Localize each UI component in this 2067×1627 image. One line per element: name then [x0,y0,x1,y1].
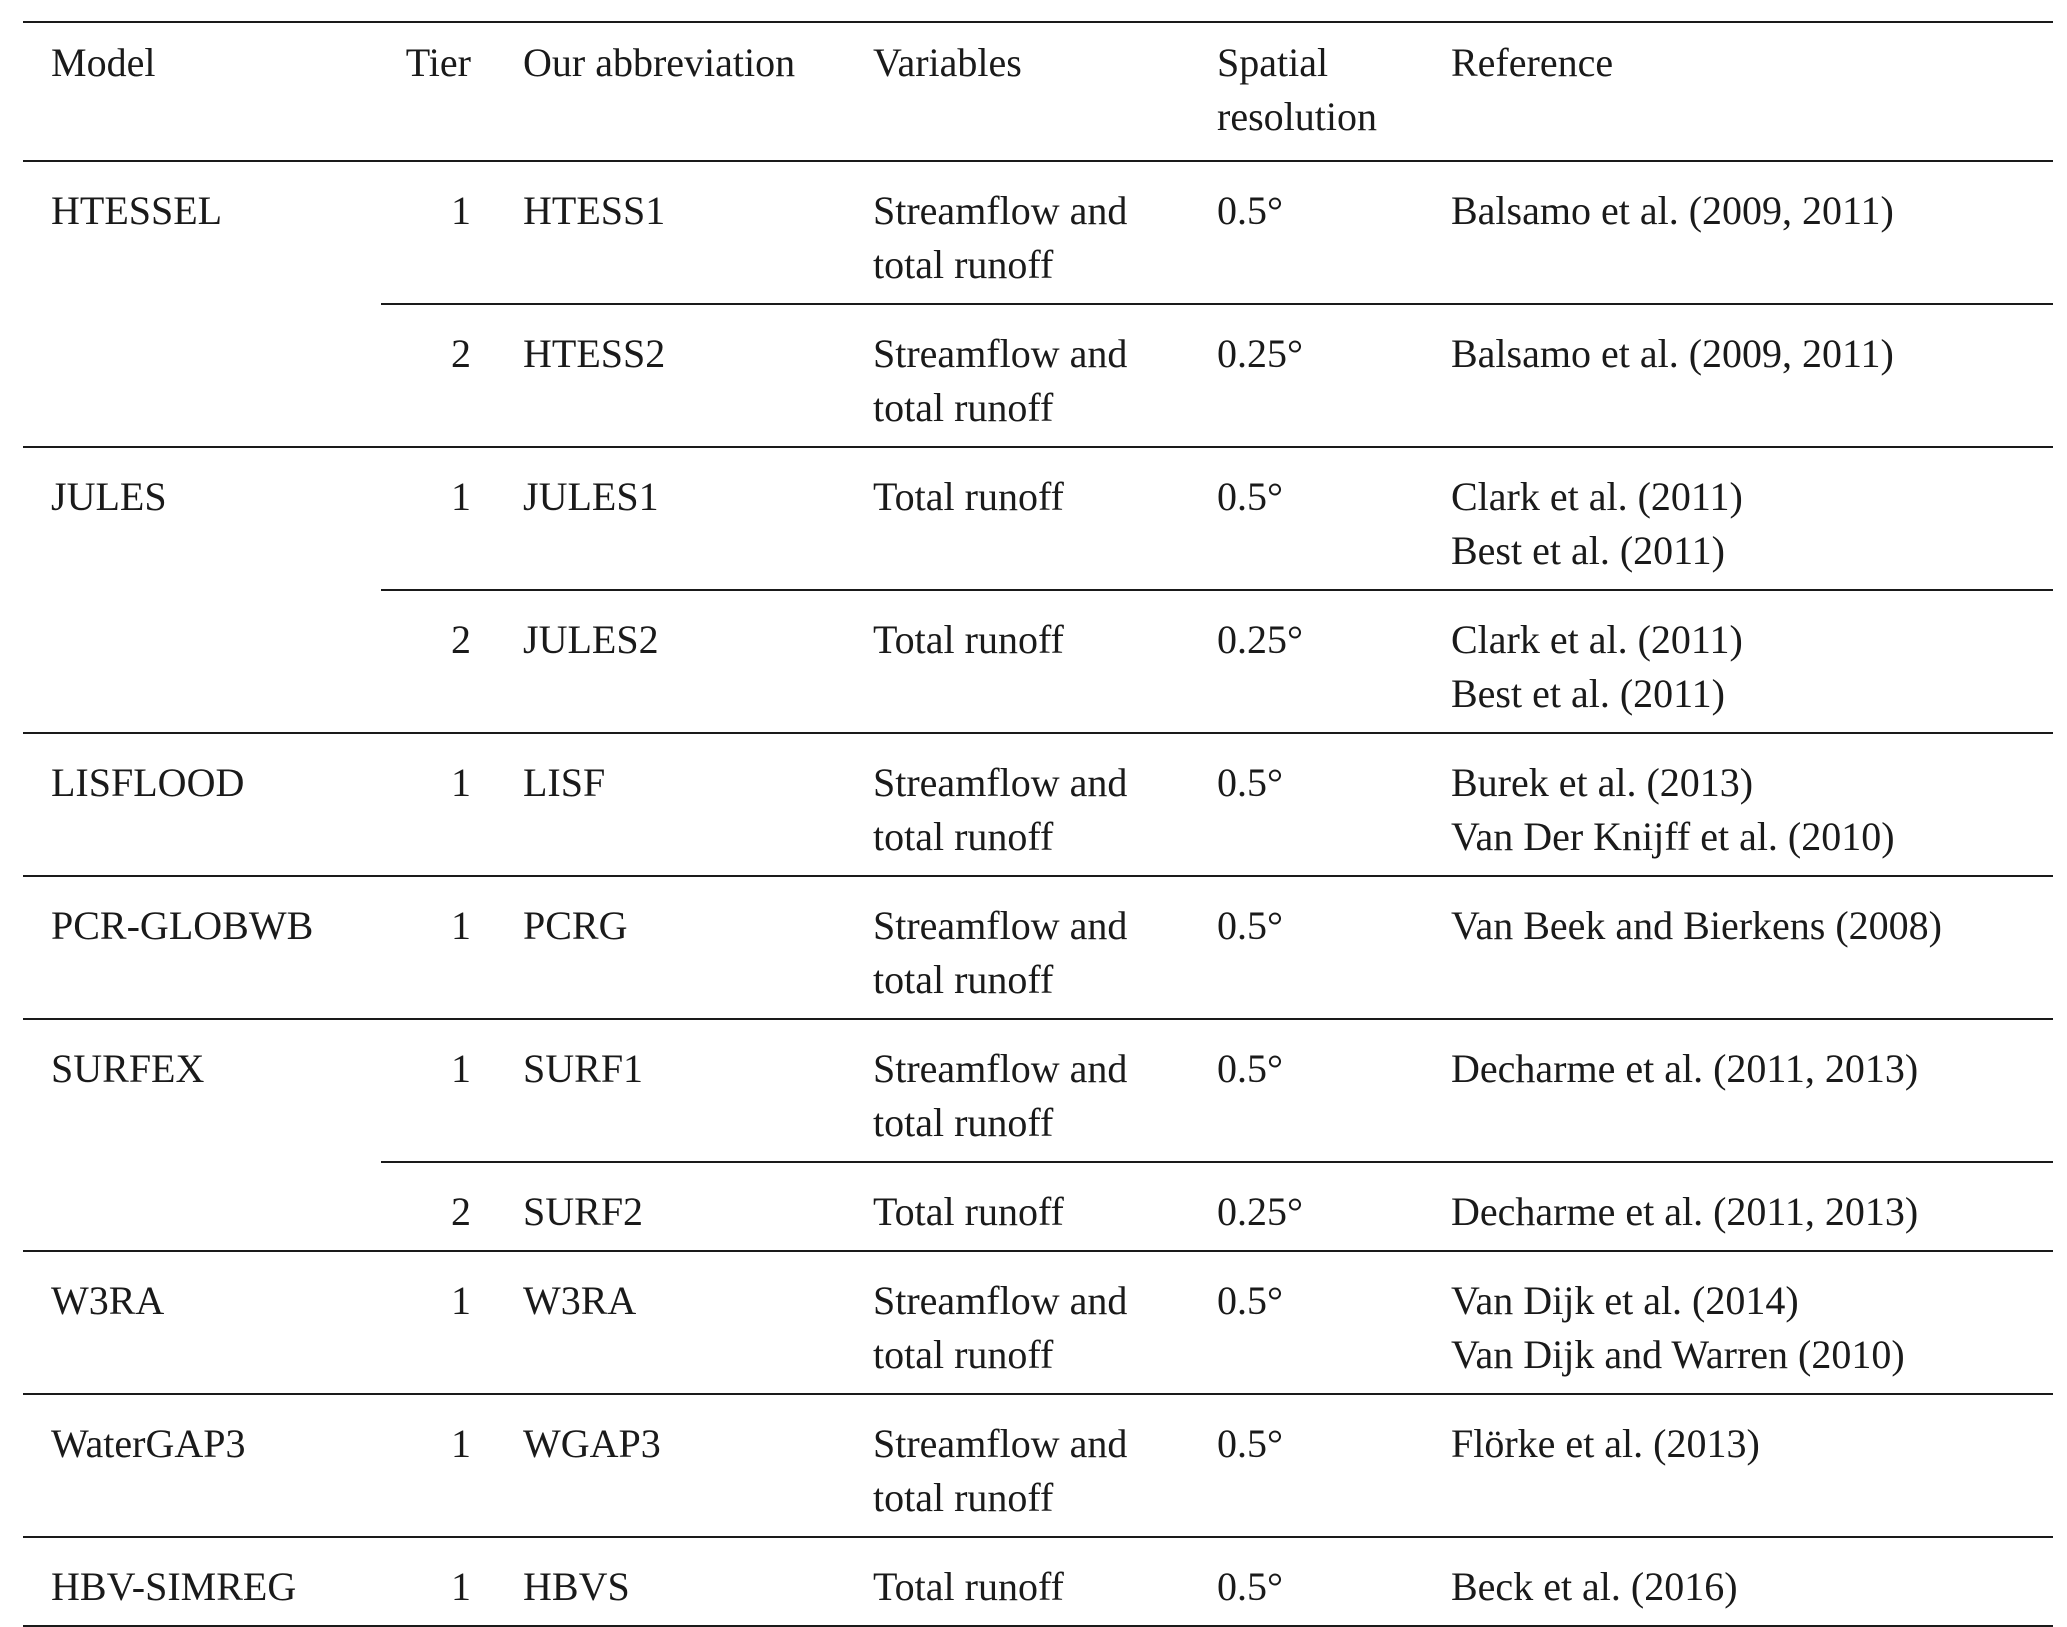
cell-variables [873,447,1213,590]
reference-line: Balsamo et al. (2009, 2011) [1451,331,1894,376]
cell-reference [1451,1394,2053,1537]
header-tier: Tier [381,22,511,161]
cell-abbreviation: HBVS [511,1537,873,1626]
variables-line: Total runoff [873,617,1064,662]
table-row [23,733,2053,876]
header-variables: Variables [873,22,1213,161]
table-row [23,876,2053,1019]
cell-tier: 2 [381,590,511,733]
reference-line: Best et al. (2011) [1451,528,1726,573]
table-row [23,1537,2053,1626]
cell-variables [873,733,1213,876]
cell-spatial-resolution: 0.5° [1213,876,1451,1019]
cell-tier: 1 [381,447,511,590]
header-spatial-resolution [1213,22,1451,161]
header-resolution-line1: Spatial [1217,40,1329,85]
variables-line: total runoff [873,957,1054,1002]
reference-line: Van Der Knijff et al. (2010) [1451,814,1895,859]
variables-line: Streamflow and [873,1046,1128,1091]
cell-spatial-resolution: 0.25° [1213,304,1451,447]
cell-spatial-resolution: 0.5° [1213,733,1451,876]
variables-line: Streamflow and [873,188,1128,233]
model-table-container [23,21,2053,1627]
table-body [23,161,2053,1626]
variables-line: total runoff [873,1100,1054,1145]
cell-abbreviation: WGAP3 [511,1394,873,1537]
cell-tier: 1 [381,733,511,876]
reference-line: Decharme et al. (2011, 2013) [1451,1189,1919,1234]
reference-line: Van Dijk and Warren (2010) [1451,1332,1905,1377]
cell-spatial-resolution: 0.5° [1213,1019,1451,1162]
reference-line: Decharme et al. (2011, 2013) [1451,1046,1919,1091]
cell-variables [873,1162,1213,1251]
reference-line: Van Dijk et al. (2014) [1451,1278,1799,1323]
cell-tier: 1 [381,1537,511,1626]
cell-variables [873,876,1213,1019]
header-resolution-line2: resolution [1217,94,1377,139]
header-row [23,22,2053,161]
cell-tier: 1 [381,1251,511,1394]
cell-spatial-resolution: 0.5° [1213,1537,1451,1626]
cell-reference [1451,1537,2053,1626]
cell-variables [873,304,1213,447]
header-reference: Reference [1451,22,2053,161]
variables-line: Streamflow and [873,1421,1128,1466]
cell-abbreviation: JULES2 [511,590,873,733]
cell-spatial-resolution: 0.5° [1213,447,1451,590]
reference-line: Van Beek and Bierkens (2008) [1451,903,1942,948]
variables-line: Streamflow and [873,903,1128,948]
cell-abbreviation: JULES1 [511,447,873,590]
variables-line: Streamflow and [873,760,1128,805]
cell-tier: 1 [381,876,511,1019]
cell-reference [1451,1251,2053,1394]
variables-line: total runoff [873,1332,1054,1377]
table-header [23,22,2053,161]
cell-reference [1451,733,2053,876]
cell-model: HBV-SIMREG [23,1537,381,1626]
variables-line: total runoff [873,242,1054,287]
cell-abbreviation: HTESS2 [511,304,873,447]
cell-variables [873,1394,1213,1537]
cell-reference [1451,304,2053,447]
cell-abbreviation: W3RA [511,1251,873,1394]
reference-line: Best et al. (2011) [1451,671,1726,716]
cell-tier: 2 [381,304,511,447]
variables-line: total runoff [873,385,1054,430]
cell-abbreviation: LISF [511,733,873,876]
cell-abbreviation: SURF2 [511,1162,873,1251]
cell-tier: 1 [381,1019,511,1162]
cell-spatial-resolution: 0.5° [1213,161,1451,304]
table-row [23,161,2053,304]
cell-spatial-resolution: 0.5° [1213,1394,1451,1537]
cell-spatial-resolution: 0.25° [1213,590,1451,733]
cell-reference [1451,590,2053,733]
cell-variables [873,161,1213,304]
cell-model: SURFEX [23,1019,381,1251]
cell-tier: 1 [381,1394,511,1537]
cell-model: JULES [23,447,381,733]
cell-abbreviation: SURF1 [511,1019,873,1162]
cell-variables [873,590,1213,733]
cell-abbreviation: HTESS1 [511,161,873,304]
cell-model: LISFLOOD [23,733,381,876]
cell-model: W3RA [23,1251,381,1394]
reference-line: Flörke et al. (2013) [1451,1421,1760,1466]
header-model: Model [23,22,381,161]
table-row [23,1019,2053,1162]
header-abbreviation: Our abbreviation [511,22,873,161]
cell-spatial-resolution: 0.5° [1213,1251,1451,1394]
cell-reference [1451,1019,2053,1162]
variables-line: Total runoff [873,1564,1064,1609]
cell-reference [1451,876,2053,1019]
cell-abbreviation: PCRG [511,876,873,1019]
cell-variables [873,1537,1213,1626]
variables-line: Streamflow and [873,331,1128,376]
cell-variables [873,1251,1213,1394]
cell-model: HTESSEL [23,161,381,447]
cell-variables [873,1019,1213,1162]
cell-tier: 2 [381,1162,511,1251]
variables-line: Total runoff [873,474,1064,519]
table-row [23,1251,2053,1394]
reference-line: Beck et al. (2016) [1451,1564,1738,1609]
cell-reference [1451,1162,2053,1251]
reference-line: Burek et al. (2013) [1451,760,1754,805]
cell-spatial-resolution: 0.25° [1213,1162,1451,1251]
variables-line: total runoff [873,1475,1054,1520]
variables-line: Streamflow and [873,1278,1128,1323]
cell-tier: 1 [381,161,511,304]
cell-reference [1451,447,2053,590]
cell-reference [1451,161,2053,304]
reference-line: Balsamo et al. (2009, 2011) [1451,188,1894,233]
reference-line: Clark et al. (2011) [1451,474,1743,519]
table-row [23,1394,2053,1537]
model-table [23,21,2053,1627]
cell-model: WaterGAP3 [23,1394,381,1537]
cell-model: PCR-GLOBWB [23,876,381,1019]
table-row [23,447,2053,590]
reference-line: Clark et al. (2011) [1451,617,1743,662]
variables-line: total runoff [873,814,1054,859]
variables-line: Total runoff [873,1189,1064,1234]
